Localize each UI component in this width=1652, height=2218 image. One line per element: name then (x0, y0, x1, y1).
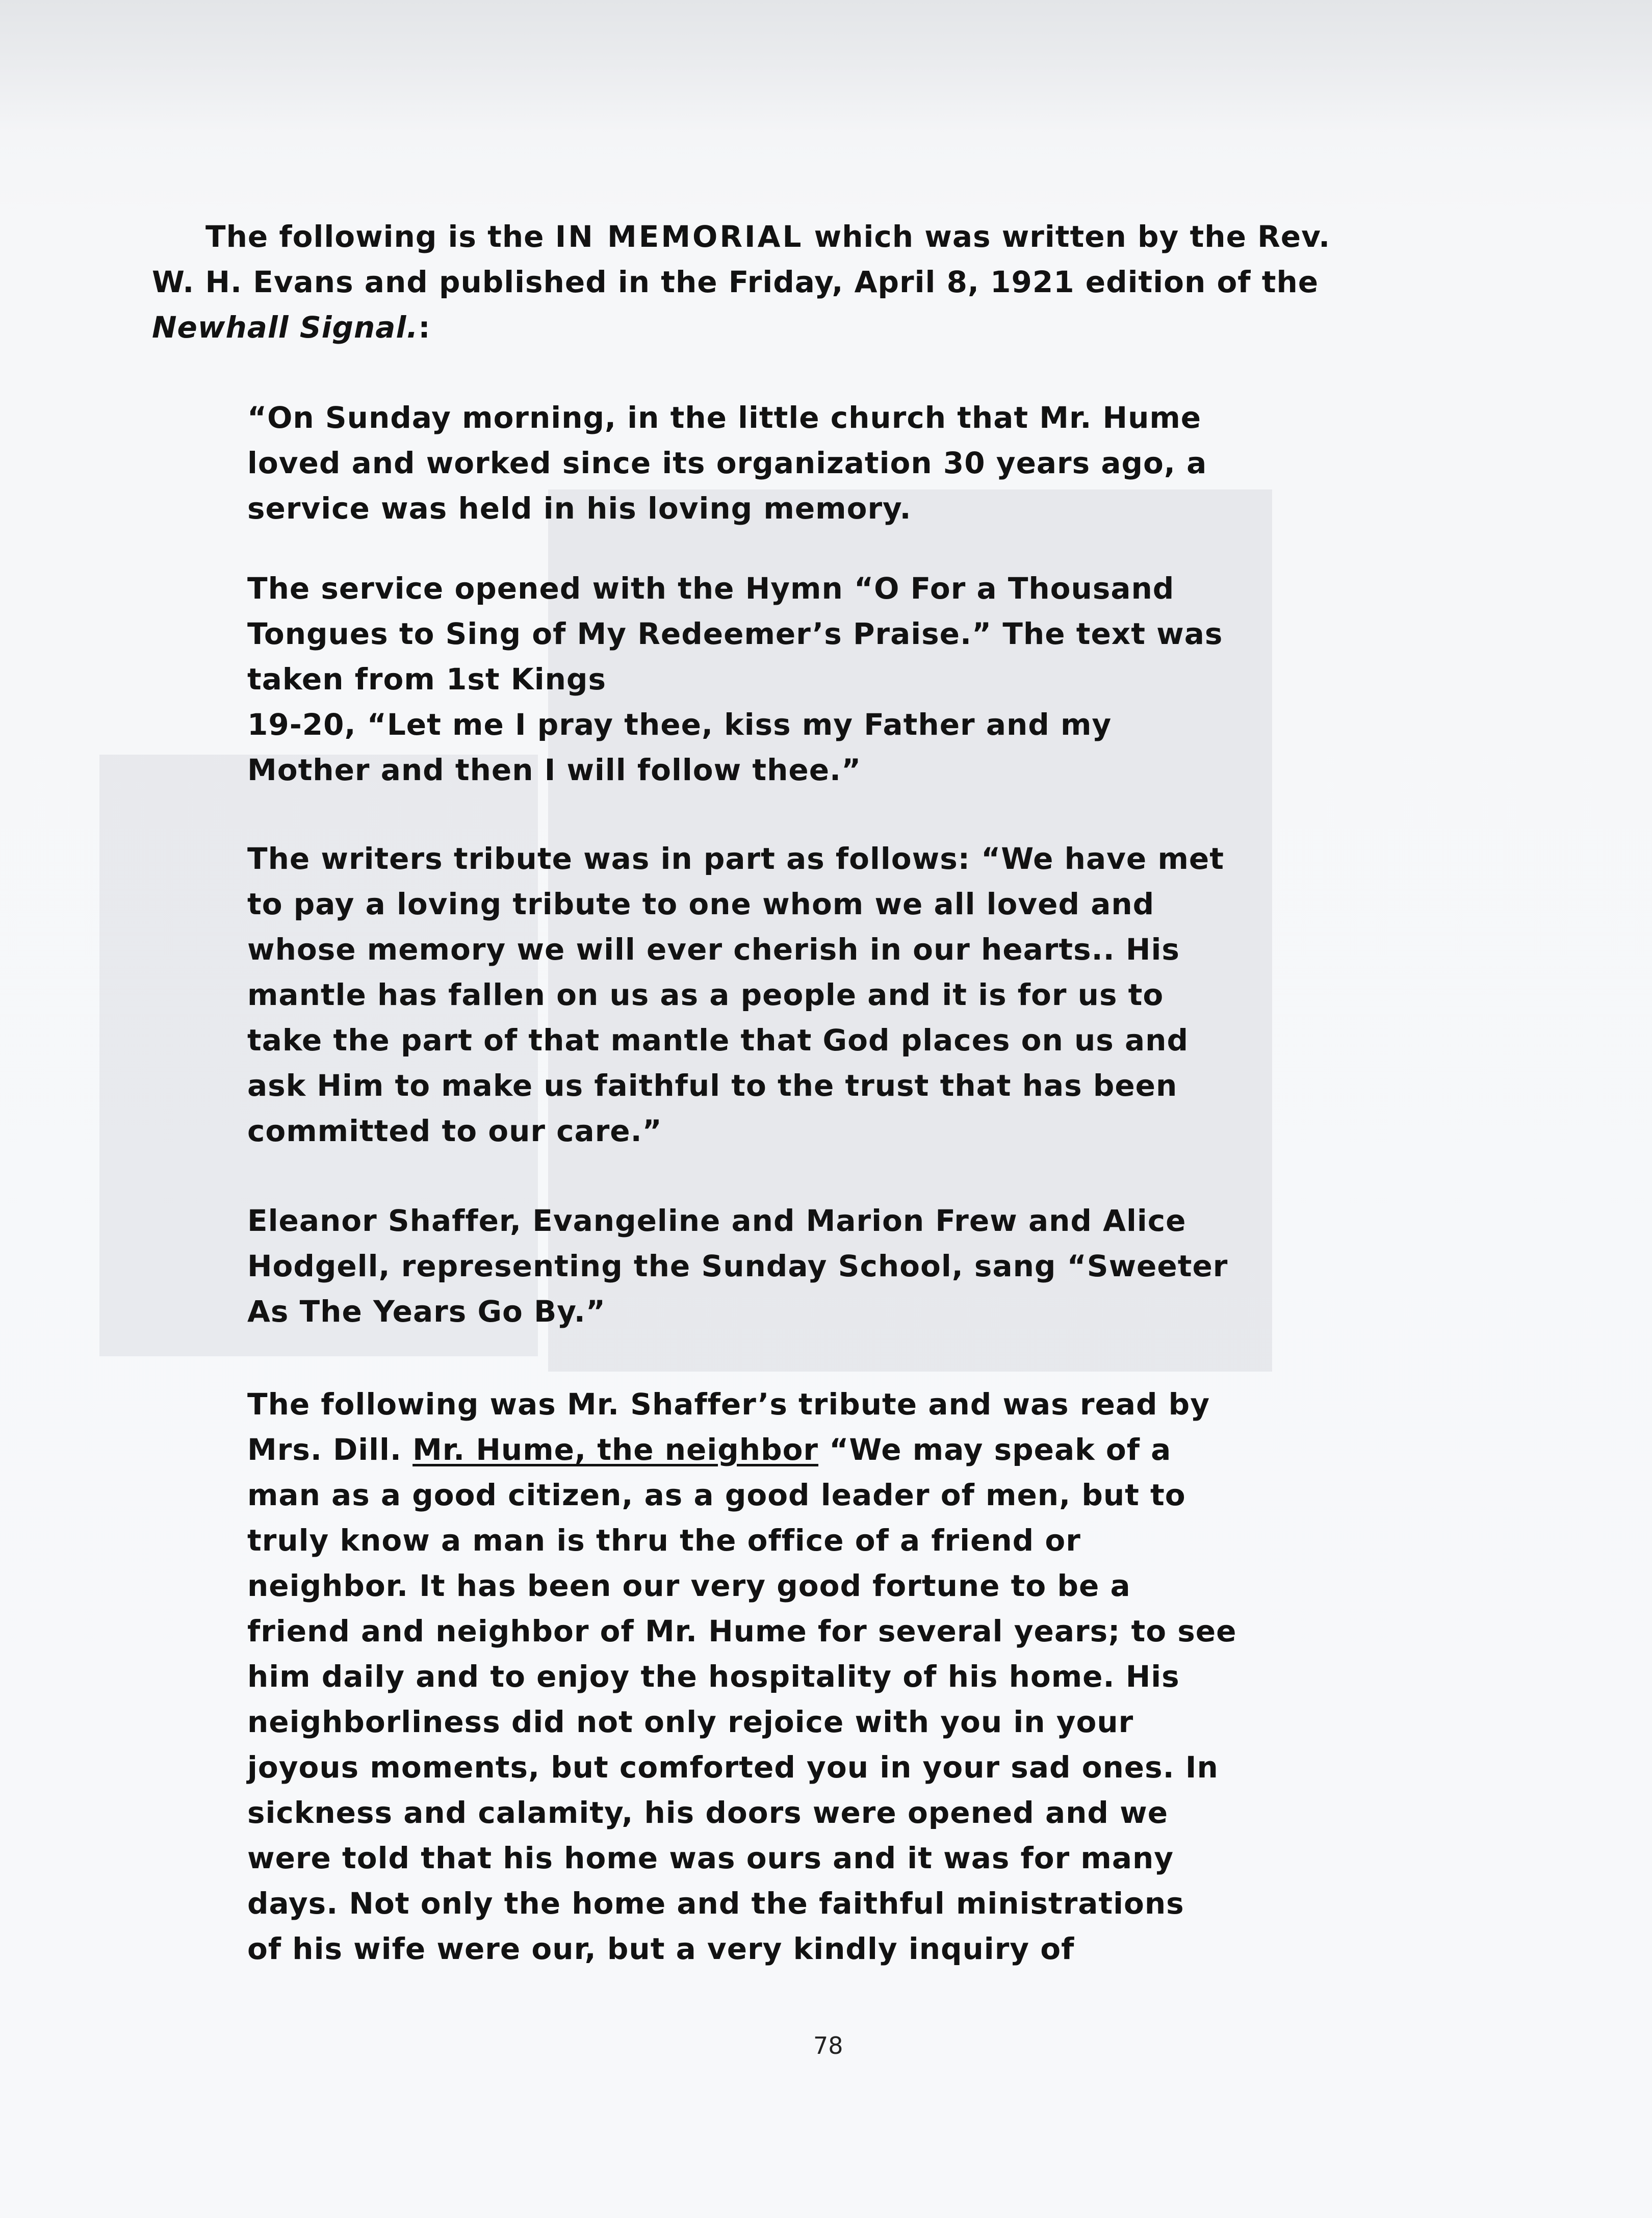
intro-text: : (418, 310, 431, 345)
paragraph-neighbor (247, 1382, 1379, 1972)
paragraph-line: neighborliness did not only rejoice with you in your (247, 1705, 1134, 1739)
paragraph-line: 19-20, “Let me I pray thee, kiss my Father and my (247, 707, 1112, 742)
paragraph-hymn (247, 566, 1379, 793)
paragraph-line: The writers tribute was in part as follows: “We have met (247, 841, 1224, 876)
paragraph-line: The service opened with the Hymn “O For a Thousand (247, 571, 1175, 606)
paragraph-line: The following was Mr. Shaffer’s tribute and was read by (247, 1387, 1210, 1422)
paragraph-line: loved and worked since its organization 30 years ago, a (247, 446, 1207, 480)
paragraph-line (247, 1427, 1379, 1473)
paragraph-line: ask Him to make us faithful to the trust that has been (247, 1068, 1178, 1103)
paragraph-line: friend and neighbor of Mr. Hume for several years; to see (247, 1614, 1237, 1648)
paragraph-line: As The Years Go By.” (247, 1294, 606, 1329)
scan-shadow (0, 0, 1652, 133)
paragraph-line: take the part of that mantle that God places on us and (247, 1023, 1189, 1058)
page-number: 78 (813, 2032, 843, 2059)
paragraph-line: Tongues to Sing of My Redeemer’s Praise.” The text was (247, 616, 1223, 651)
paragraph-line: truly know a man is thru the office of a friend or (247, 1523, 1081, 1558)
paragraph-song (247, 1198, 1379, 1334)
paragraph-line: service was held in his loving memory. (247, 491, 912, 526)
intro-text: which was written by the Rev. (803, 219, 1331, 254)
paragraph-tribute (247, 836, 1379, 1154)
intro-line-2: W. H. Evans and published in the Friday, April 8, 1921 edition of the (152, 265, 1319, 299)
paragraph-line: committed to our care.” (247, 1114, 662, 1148)
paragraph-line: of his wife were our, but a very kindly inquiry of (247, 1931, 1075, 1966)
paragraph-line: to pay a loving tribute to one whom we all loved and (247, 887, 1155, 921)
paragraph-line: days. Not only the home and the faithful ministrations (247, 1886, 1184, 1921)
paragraph-service (247, 395, 1379, 531)
paragraph-line: man as a good citizen, as a good leader of men, but to (247, 1478, 1186, 1512)
paragraph-line: Eleanor Shaffer, Evangeline and Marion Frew and Alice (247, 1203, 1186, 1238)
paragraph-line: neighbor. It has been our very good fortune to be a (247, 1568, 1131, 1603)
paragraph-line: mantle has fallen on us as a people and it is for us to (247, 977, 1164, 1012)
paragraph-line: Hodgell, representing the Sunday School, sang “Sweeter (247, 1249, 1228, 1283)
intro-paragraph (152, 214, 1488, 350)
paragraph-line: sickness and calamity, his doors were opened and we (247, 1795, 1169, 1830)
paragraph-text: Mrs. Dill. (247, 1432, 413, 1467)
paragraph-text: “We may speak of a (818, 1432, 1172, 1467)
neighbor-subheading: Mr. Hume, the neighbor (412, 1432, 819, 1467)
intro-line-3 (152, 305, 1488, 350)
in-memorial-heading: IN MEMORIAL (555, 219, 804, 254)
paragraph-line: whose memory we will ever cherish in our hearts.. His (247, 932, 1180, 967)
paragraph-line: joyous moments, but comforted you in your sad ones. In (247, 1750, 1219, 1785)
paragraph-line: him daily and to enjoy the hospitality of his home. His (247, 1659, 1180, 1694)
paragraph-line: Mother and then I will follow thee.” (247, 753, 862, 787)
intro-text: The following is the (205, 219, 555, 254)
newspaper-name: Newhall Signal. (152, 310, 419, 345)
paragraph-line: were told that his home was ours and it was for many (247, 1841, 1174, 1875)
paragraph-line: “On Sunday morning, in the little church that Mr. Hume (247, 400, 1202, 435)
intro-line-1 (152, 214, 1488, 260)
paragraph-line: taken from 1st Kings (247, 662, 606, 697)
